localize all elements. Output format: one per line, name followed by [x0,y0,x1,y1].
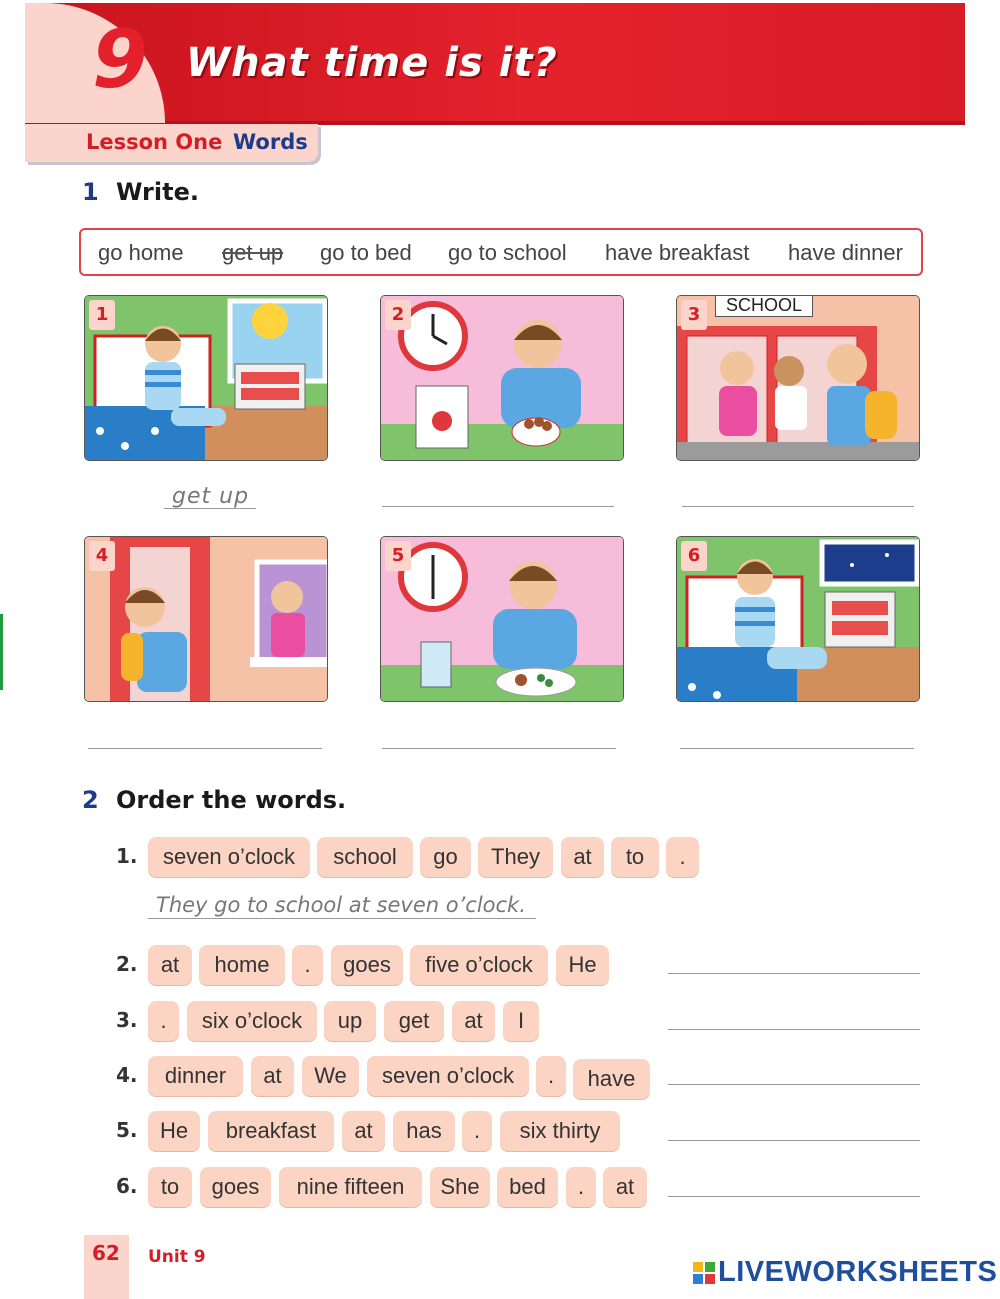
picture-6-going-to-bed [676,536,920,702]
picture-number: 1 [89,300,115,330]
picture-4-going-home [84,536,328,702]
answer-line[interactable] [682,506,914,507]
word-chip[interactable]: to [148,1167,192,1207]
section-1-title: Write. [116,178,199,206]
word-chip[interactable]: at [561,837,604,877]
answer-example: get up [172,484,250,509]
word-chip[interactable]: six thirty [500,1111,620,1151]
picture-number: 5 [385,541,411,571]
brand-wordmark: LIVEWORKSHEETS [718,1256,998,1288]
question-number: 3. [116,1008,138,1032]
word-chip[interactable]: up [324,1001,376,1041]
answer-line[interactable] [668,1196,920,1197]
footer-unit-label: Unit 9 [148,1247,206,1267]
page-title: What time is it? [186,40,558,86]
word-bank-item: go to bed [320,240,412,265]
word-chip[interactable]: I [503,1001,539,1041]
question-number: 1. [116,844,138,868]
word-chip[interactable]: nine fifteen [279,1167,422,1207]
word-chip[interactable]: at [452,1001,495,1041]
school-sign: SCHOOL [715,295,813,317]
word-chip[interactable]: at [148,945,192,985]
word-chip[interactable]: goes [200,1167,271,1207]
answer-line[interactable] [680,748,914,749]
answer-example: They go to school at seven o’clock. [156,893,526,917]
section-1-number: 1 [82,178,99,206]
word-chip[interactable]: at [603,1167,647,1207]
word-chip[interactable]: go [420,837,471,877]
word-chip[interactable]: . [292,945,323,985]
word-chip[interactable]: bed [497,1167,558,1207]
word-chip[interactable]: at [251,1056,294,1096]
word-chip[interactable]: . [462,1111,492,1151]
picture-number: 2 [385,300,411,330]
unit-number: 9 [92,13,148,106]
section-2-number: 2 [82,786,99,814]
picture-1-getting-up [84,295,328,461]
word-bank [79,228,923,276]
word-bank-item: have breakfast [605,240,750,265]
word-bank-item: go home [98,240,184,265]
picture-number: 4 [89,541,115,571]
word-chip[interactable]: dinner [148,1056,243,1096]
word-chip[interactable]: has [393,1111,455,1151]
picture-5-dinner [380,536,624,702]
word-chip[interactable]: She [430,1167,490,1207]
answer-line[interactable] [668,1029,920,1030]
word-chip[interactable]: home [199,945,285,985]
word-chip[interactable]: six o’clock [187,1001,317,1041]
word-bank-item: go to school [448,240,567,265]
word-chip[interactable]: . [566,1167,596,1207]
edge-marker [0,614,3,690]
question-number: 4. [116,1063,138,1087]
word-chip[interactable]: We [302,1056,359,1096]
word-chip[interactable]: seven o’clock [367,1056,529,1096]
word-chip[interactable]: seven o’clock [148,837,310,877]
word-chip[interactable]: to [611,837,659,877]
word-chip[interactable]: . [666,837,699,877]
word-bank-item: get up [222,240,284,265]
word-chip[interactable]: He [556,945,609,985]
picture-3-going-to-school [676,295,920,461]
word-chip[interactable]: . [148,1001,179,1041]
answer-line[interactable] [668,1140,920,1141]
word-chip[interactable]: goes [331,945,403,985]
liveworksheets-logo-icon [693,1262,715,1284]
lesson-label: Lesson One [86,130,223,154]
answer-line [148,918,536,919]
question-number: 6. [116,1174,138,1198]
answer-line[interactable] [88,748,322,749]
section-2-title: Order the words. [116,786,347,814]
answer-line[interactable] [382,506,614,507]
word-chip[interactable]: five o’clock [410,945,548,985]
answer-line[interactable] [382,748,616,749]
picture-2-breakfast [380,295,624,461]
question-number: 2. [116,952,138,976]
word-chip[interactable]: get [384,1001,444,1041]
word-chip[interactable]: breakfast [208,1111,334,1151]
word-chip[interactable]: school [317,837,413,877]
word-chip[interactable]: at [342,1111,385,1151]
word-chip[interactable]: have [573,1059,650,1099]
word-chip[interactable]: They [478,837,553,877]
answer-line[interactable] [668,973,920,974]
picture-number: 3 [681,300,707,330]
answer-line[interactable] [668,1084,920,1085]
word-chip[interactable]: . [536,1056,566,1096]
word-bank-item: have dinner [788,240,903,265]
picture-number: 6 [681,541,707,571]
word-chip[interactable]: He [148,1111,200,1151]
lesson-sub: Words [233,130,308,154]
question-number: 5. [116,1118,138,1142]
page-number: 62 [92,1241,120,1265]
